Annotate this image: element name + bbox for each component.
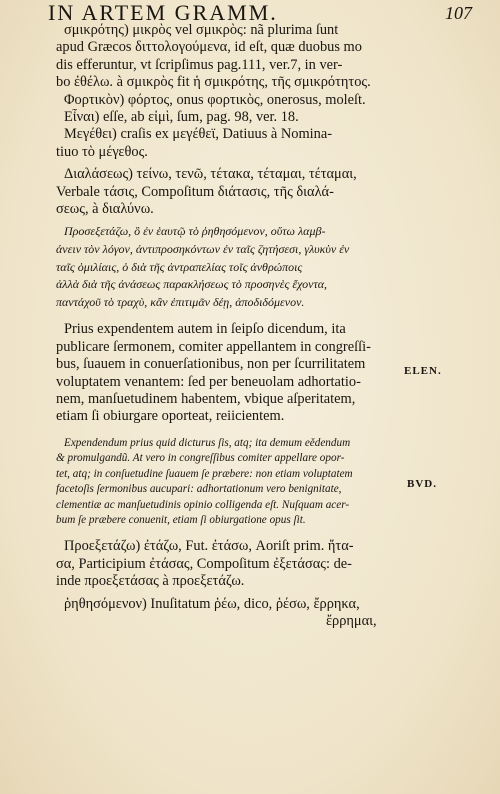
text-line: apud Græcos διττολογούμενα, id eſt, quæ duobus mo bbox=[56, 39, 362, 56]
paragraph-phortikon bbox=[56, 92, 396, 127]
text-line: σεως, à διαλύνω. bbox=[56, 201, 154, 218]
running-head: IN ARTEM GRAMM. bbox=[48, 0, 278, 25]
text-line: Expendendum prius quid dicturus ſis, atq; ita demum eědendum bbox=[64, 436, 351, 449]
text-line: bo ἐθέλω. à σμικρὸς fit ἡ σμικρότης, τῆς σμικρότητος. bbox=[56, 74, 371, 91]
page-number: 107 bbox=[445, 3, 472, 23]
paragraph-smikrotes bbox=[56, 22, 396, 92]
text-line: etiam ſi obiurgare oporteat, reiicientem. bbox=[56, 408, 285, 425]
paragraph-rhethesomenon bbox=[56, 596, 396, 631]
text-line: tiuo τὸ μέγεθος. bbox=[56, 143, 148, 160]
text-line: σμικρότης) μικρὸς vel σμικρὸς: nã plurima ſunt bbox=[64, 22, 339, 38]
text-line: dis efferuntur, vt ſcripſimus pag.111, ver.7, in ver- bbox=[56, 56, 343, 73]
paragraph-proexetazo bbox=[56, 538, 396, 590]
paragraph-greek-passage bbox=[56, 223, 396, 311]
text-line: Προεξετάζω) ἐτάζω, Fut. ἐτάσω, Aoriſt prim. ἤτα- bbox=[64, 538, 354, 555]
text-line: & promulgandũ. At vero in congreſſibus comiter appellare opor- bbox=[56, 452, 345, 465]
paragraph-latin-translation bbox=[56, 321, 396, 425]
text-line: bus, ſuauem in conuerſationibus, non per ſcurrilitatem bbox=[56, 356, 366, 373]
text-line: clementiæ ac manſuetudinis opinio colligenda eſt. Nuſquam acer- bbox=[56, 498, 350, 511]
text-line: Φορτικὸν) φόρτος, onus φορτικὸς, onerosus, moleſt. bbox=[64, 91, 366, 108]
text-line: ταῖς ὁμιλίαις, ὁ διὰ τῆς ἀντραπελίας τοῖς ἀνθρώποις bbox=[56, 259, 303, 274]
text-line: Prius expendentem autem in ſeipſo dicendum, ita bbox=[64, 321, 346, 338]
text-line: ῥηθησόμενον) Inuſitatum ῥέω, dico, ῥέσω, ἔρρηκα, bbox=[64, 595, 360, 612]
text-line: bum ſe præbere conuenit, etiam ſi obiurgatione opus ſit. bbox=[56, 513, 306, 526]
text-line: Διαλάσεως) τείνω, τενῶ, τέτακα, τέταμαι, τέταμαι, bbox=[64, 166, 357, 183]
text-line: nem, manſuetudinem habentem, vbique aſperitatem, bbox=[56, 391, 356, 408]
text-line: tet, atq; in conſuetudine ſuauem ſe præbere: non etiam voluptatem bbox=[56, 467, 353, 480]
text-line: Μεγέθει) craſis ex μεγέθεϊ, Datiuus à Nomina- bbox=[64, 126, 333, 143]
text-body bbox=[56, 22, 396, 630]
text-line: publicare ſermonem, comiter appellantem in congreſſi- bbox=[56, 338, 371, 355]
text-line: inde προεξετάσας à προεξετάζω. bbox=[56, 573, 245, 590]
text-line: Εἶναι) eſſe, ab εἰμὶ, ſum, pag. 98, ver. 18. bbox=[64, 109, 299, 126]
text-line: ἀλλὰ διὰ τῆς ἀνάσεως παρακλήσεως τὸ προσηνὲς ἔχοντα, bbox=[56, 277, 328, 292]
text-line: facetoſis ſermonibus aucupari: adhortationum vero benignitate, bbox=[56, 483, 342, 496]
paragraph-diataseos bbox=[56, 166, 396, 218]
text-line: voluptatem venantem: ſed per beneuolam adhortatio- bbox=[56, 373, 361, 390]
paragraph-megethei bbox=[56, 126, 396, 161]
text-line: Προσεξετάζω, ὃ ἐν ἑαυτῷ τὸ ῥηθησόμενον, οὕτω λαμβ- bbox=[64, 224, 326, 239]
text-line: άνειν τὸν λόγον, ἀντιπροσηκόντων ἐν ταῖς ζητήσεσι, γλυκὺν ἐν bbox=[56, 242, 350, 257]
margin-note-elen: ELEN. bbox=[404, 365, 442, 377]
text-line: παντάχοῦ τὸ τραχὺ, κἂν ἐπιτιμᾶν δέῃ, ἀποδιδόμενον. bbox=[56, 294, 305, 309]
catchword: ἔρρημαι, bbox=[326, 612, 377, 629]
paragraph-latin-paraphrase bbox=[56, 436, 396, 528]
text-line: σα, Participium ἐτάσας, Compoſitum ἐξετάσας: de- bbox=[56, 555, 352, 572]
text-line: Verbale τάσις, Compoſitum διάτασις, τῆς διαλά- bbox=[56, 183, 334, 200]
margin-note-bud: BVD. bbox=[407, 478, 437, 490]
